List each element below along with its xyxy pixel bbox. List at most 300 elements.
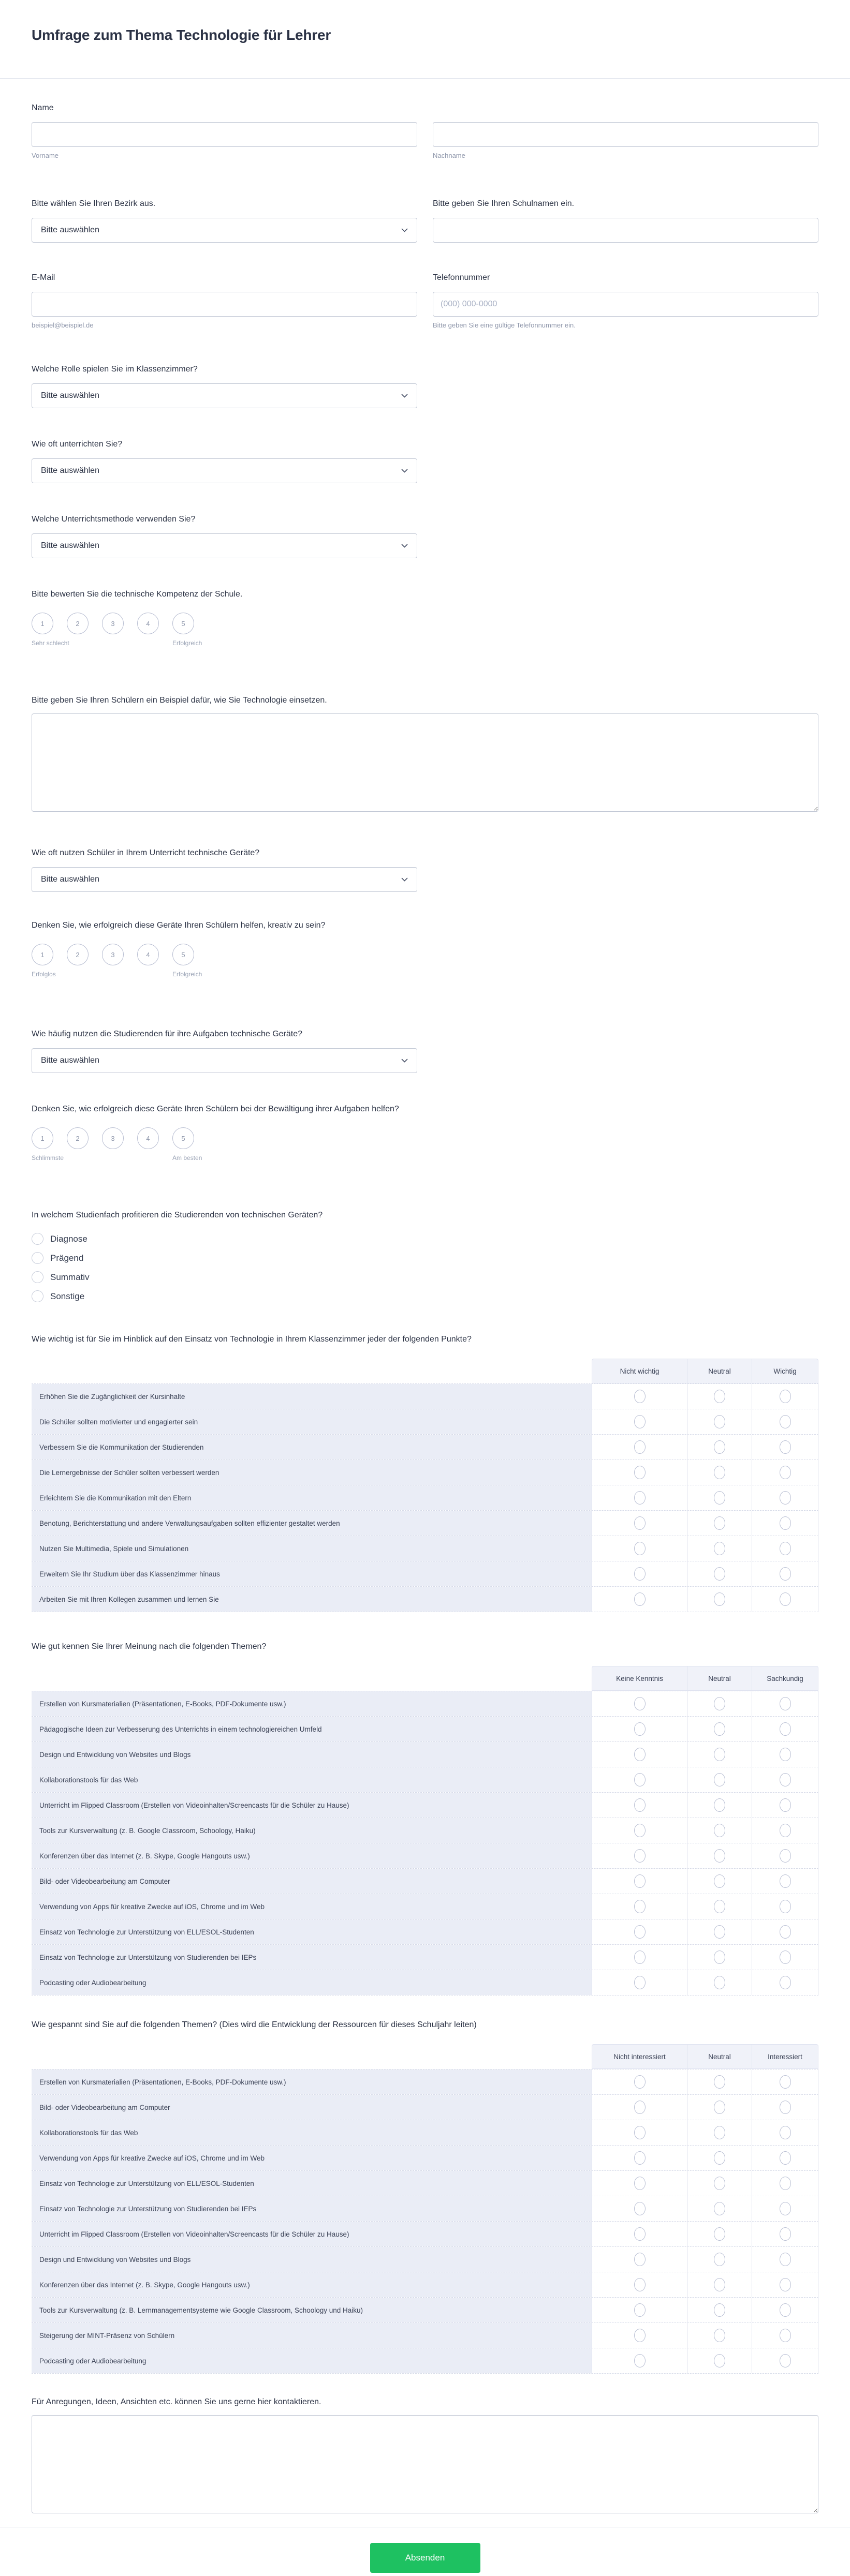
matrix-radio-cell[interactable] — [687, 1793, 752, 1818]
matrix-radio-cell[interactable] — [752, 1767, 818, 1792]
radio-button-icon[interactable] — [32, 1233, 43, 1245]
matrix-row-label: Verwendung von Apps für kreative Zwecke auf iOS, Chrome und im Web — [32, 2146, 592, 2170]
matrix-radio-cell[interactable] — [752, 1384, 818, 1409]
rating-scale — [32, 1127, 818, 1149]
matrix-radio-cell[interactable] — [687, 1843, 752, 1868]
matrix-radio-cell[interactable] — [752, 2222, 818, 2246]
radio-button-icon[interactable] — [780, 1440, 791, 1454]
matrix-radio-cell[interactable] — [592, 2196, 687, 2221]
radio-button-icon[interactable] — [780, 1415, 791, 1428]
rating-circle[interactable]: 5 — [172, 613, 194, 634]
matrix-radio-cell[interactable] — [687, 1409, 752, 1434]
matrix-radio-cell[interactable] — [687, 2298, 752, 2322]
matrix-radio-cell[interactable] — [687, 1894, 752, 1919]
matrix-radio-cell[interactable] — [592, 1384, 687, 1409]
radio-button-icon[interactable] — [780, 2101, 791, 2114]
matrix-radio-cell[interactable] — [592, 1511, 687, 1536]
matrix-row — [32, 2196, 818, 2221]
radio-button-icon[interactable] — [634, 2227, 646, 2241]
matrix-radio-cell[interactable] — [752, 1793, 818, 1818]
matrix-radio-cell[interactable] — [687, 2146, 752, 2170]
matrix-radio-cell[interactable] — [752, 2298, 818, 2322]
radio-button-icon[interactable] — [634, 1976, 646, 1989]
matrix-row-label: Unterricht im Flipped Classroom (Erstellen von Videoinhalten/Screencasts für die Schüler zu Hause) — [32, 1793, 592, 1818]
radio-button-icon[interactable] — [714, 1874, 725, 1888]
radio-button-icon[interactable] — [780, 2253, 791, 2266]
radio-button-icon[interactable] — [634, 1900, 646, 1913]
radio-button-icon[interactable] — [714, 1440, 725, 1454]
rating-circle[interactable]: 1 — [32, 1127, 53, 1149]
radio-button-icon[interactable] — [780, 2354, 791, 2367]
matrix-row-label: Pädagogische Ideen zur Verbesserung des Unterrichts in einem technologiereichen Umfeld — [32, 1717, 592, 1741]
rating-circle[interactable]: 4 — [137, 944, 159, 965]
matrix-radio-cell[interactable] — [592, 1717, 687, 1741]
radio-button-icon[interactable] — [634, 1748, 646, 1761]
matrix-radio-cell[interactable] — [592, 2171, 687, 2196]
matrix-row — [32, 1691, 818, 1716]
rating-circle[interactable]: 4 — [137, 1127, 159, 1149]
matrix-radio-cell[interactable] — [752, 1945, 818, 1970]
matrix-radio-cell[interactable] — [752, 1409, 818, 1434]
radio-option-label: Diagnose — [50, 1233, 87, 1244]
matrix-radio-cell[interactable] — [752, 1742, 818, 1767]
radio-button-icon[interactable] — [780, 2151, 791, 2165]
radio-button-icon[interactable] — [634, 1874, 646, 1888]
radio-option[interactable] — [32, 1229, 818, 1248]
radio-button-icon[interactable] — [714, 1824, 725, 1837]
radio-button-icon[interactable] — [634, 1491, 646, 1505]
matrix-radio-cell[interactable] — [592, 1460, 687, 1485]
radio-button-icon[interactable] — [714, 2303, 725, 2317]
matrix-radio-cell[interactable] — [752, 2348, 818, 2373]
unterrichtsfrequenz-select[interactable] — [32, 458, 417, 483]
matrix-radio-cell[interactable] — [752, 1536, 818, 1561]
matrix-radio-cell[interactable] — [592, 2146, 687, 2170]
radio-button-icon[interactable] — [714, 2101, 725, 2114]
schueler-geraete-select[interactable] — [32, 867, 417, 892]
rating-circle[interactable]: 2 — [67, 944, 89, 965]
email-sublabel: beispiel@beispiel.de — [32, 321, 94, 329]
radio-option[interactable] — [32, 1287, 818, 1306]
matrix-radio-cell[interactable] — [592, 1767, 687, 1792]
question-label: Wie oft nutzen Schüler in Ihrem Unterricht technische Geräte? — [32, 848, 260, 857]
radio-button-icon[interactable] — [714, 1798, 725, 1812]
matrix-radio-cell[interactable] — [752, 1511, 818, 1536]
matrix-radio-cell[interactable] — [687, 2069, 752, 2094]
matrix-radio-cell[interactable] — [687, 1767, 752, 1792]
matrix-radio-cell[interactable] — [592, 1945, 687, 1970]
matrix-table — [32, 2044, 818, 2374]
matrix-radio-cell[interactable] — [687, 2196, 752, 2221]
matrix-radio-cell[interactable] — [592, 1485, 687, 1510]
aufgaben-geraete-select[interactable] — [32, 1048, 417, 1073]
question-studienfach — [32, 1210, 818, 1306]
form-body — [0, 79, 850, 2513]
question-beispiel — [32, 695, 818, 812]
radio-button-icon[interactable] — [714, 1722, 725, 1736]
radio-button-icon[interactable] — [714, 2227, 725, 2241]
matrix-radio-cell[interactable] — [687, 2222, 752, 2246]
matrix-radio-cell[interactable] — [687, 2348, 752, 2373]
matrix-radio-cell[interactable] — [752, 2171, 818, 2196]
matrix-radio-cell[interactable] — [592, 1691, 687, 1716]
matrix-radio-cell[interactable] — [592, 2095, 687, 2120]
radio-button-icon[interactable] — [634, 1542, 646, 1555]
matrix-radio-cell[interactable] — [752, 1435, 818, 1460]
vorname-input[interactable] — [32, 122, 417, 147]
matrix-radio-cell[interactable] — [592, 1536, 687, 1561]
matrix-radio-cell[interactable] — [687, 1742, 752, 1767]
matrix-row — [32, 1510, 818, 1536]
radio-button-icon[interactable] — [780, 2126, 791, 2139]
matrix-body — [32, 1383, 818, 1612]
radio-button-icon[interactable] — [634, 1567, 646, 1581]
radio-button-icon[interactable] — [714, 2177, 725, 2190]
radio-button-icon[interactable] — [634, 2202, 646, 2215]
matrix-row — [32, 1741, 818, 1767]
matrix-question-1 — [32, 1334, 818, 1612]
matrix-column-header: Sachkundig — [752, 1666, 818, 1691]
radio-button-icon[interactable] — [780, 2329, 791, 2342]
rolle-select[interactable] — [32, 383, 417, 408]
matrix-row — [32, 1586, 818, 1612]
radio-button-icon[interactable] — [714, 2253, 725, 2266]
matrix-row — [32, 1818, 818, 1843]
question-label: Welche Rolle spielen Sie im Klassenzimmer? — [32, 365, 198, 374]
matrix-radio-cell[interactable] — [687, 1945, 752, 1970]
radio-option[interactable] — [32, 1268, 818, 1287]
matrix-radio-cell[interactable] — [592, 2222, 687, 2246]
nachname-input[interactable] — [433, 122, 818, 147]
matrix-radio-cell[interactable] — [752, 1843, 818, 1868]
matrix-radio-cell[interactable] — [687, 1435, 752, 1460]
radio-button-icon[interactable] — [714, 2075, 725, 2089]
chevron-down-icon — [401, 877, 408, 882]
matrix-radio-cell[interactable] — [752, 2323, 818, 2348]
matrix-row — [32, 2297, 818, 2322]
radio-button-icon[interactable] — [634, 2101, 646, 2114]
radio-button-icon[interactable] — [714, 1925, 725, 1939]
matrix-radio-cell[interactable] — [752, 1970, 818, 1995]
matrix-radio-cell[interactable] — [687, 1818, 752, 1843]
matrix-radio-cell[interactable] — [687, 1869, 752, 1894]
radio-button-icon[interactable] — [780, 1950, 791, 1964]
radio-button-icon[interactable] — [780, 1697, 791, 1710]
radio-button-icon[interactable] — [714, 1542, 725, 1555]
email-input[interactable] — [32, 292, 417, 317]
matrix-radio-cell[interactable] — [687, 2272, 752, 2297]
telefon-input[interactable] — [433, 292, 818, 317]
select-value: Bitte auswählen — [41, 541, 99, 550]
matrix-radio-cell[interactable] — [592, 1843, 687, 1868]
matrix-radio-cell[interactable] — [687, 1460, 752, 1485]
radio-button-icon[interactable] — [714, 1567, 725, 1581]
radio-button-icon[interactable] — [714, 2126, 725, 2139]
matrix-radio-cell[interactable] — [592, 1894, 687, 1919]
radio-button-icon[interactable] — [714, 2354, 725, 2367]
matrix-radio-cell[interactable] — [592, 1793, 687, 1818]
radio-button-icon[interactable] — [780, 1390, 791, 1403]
radio-button-icon[interactable] — [780, 1542, 791, 1555]
matrix-radio-cell[interactable] — [687, 1970, 752, 1995]
radio-button-icon[interactable] — [634, 1925, 646, 1939]
matrix-radio-cell[interactable] — [687, 1919, 752, 1944]
matrix-row — [32, 2348, 818, 2373]
radio-button-icon[interactable] — [634, 2303, 646, 2317]
question-label: In welchem Studienfach profitieren die Studierenden von technischen Geräten? — [32, 1211, 323, 1219]
matrix-radio-cell[interactable] — [592, 1409, 687, 1434]
radio-button-icon[interactable] — [714, 1697, 725, 1710]
matrix-row-label: Bild- oder Videobearbeitung am Computer — [32, 2095, 592, 2120]
radio-button-icon[interactable] — [634, 1950, 646, 1964]
matrix-radio-cell[interactable] — [752, 1587, 818, 1612]
rating-circle[interactable]: 5 — [172, 1127, 194, 1149]
radio-button-icon[interactable] — [714, 1390, 725, 1403]
matrix-radio-cell[interactable] — [687, 2171, 752, 2196]
radio-button-icon[interactable] — [780, 1849, 791, 1863]
radio-button-icon[interactable] — [714, 1466, 725, 1479]
submit-button[interactable]: Absenden — [370, 2543, 480, 2573]
matrix-radio-cell[interactable] — [592, 2348, 687, 2373]
matrix-header-spacer — [32, 2044, 592, 2069]
radio-button-icon[interactable] — [634, 2253, 646, 2266]
matrix-radio-cell[interactable] — [592, 1919, 687, 1944]
methode-select[interactable] — [32, 533, 417, 558]
radio-button-icon[interactable] — [780, 2075, 791, 2089]
matrix-row — [32, 1383, 818, 1409]
radio-button-icon[interactable] — [714, 1491, 725, 1505]
radio-button-icon[interactable] — [714, 1849, 725, 1863]
radio-button-icon[interactable] — [634, 2177, 646, 2190]
radio-button-icon[interactable] — [780, 1773, 791, 1786]
radio-button-icon[interactable] — [634, 1798, 646, 1812]
matrix-radio-cell[interactable] — [687, 1384, 752, 1409]
matrix-radio-cell[interactable] — [752, 2272, 818, 2297]
matrix-radio-cell[interactable] — [592, 1869, 687, 1894]
radio-button-icon[interactable] — [780, 1567, 791, 1581]
matrix-radio-cell[interactable] — [752, 1919, 818, 1944]
matrix-row — [32, 1716, 818, 1741]
matrix-radio-cell[interactable] — [592, 2120, 687, 2145]
matrix-radio-cell[interactable] — [752, 2069, 818, 2094]
question-aufgaben-geraete — [32, 1029, 818, 1073]
radio-button-icon[interactable] — [780, 1491, 791, 1505]
matrix-radio-cell[interactable] — [752, 2247, 818, 2272]
radio-button-icon[interactable] — [780, 1592, 791, 1606]
matrix-row-label: Erleichtern Sie die Kommunikation mit den Eltern — [32, 1485, 592, 1510]
rating-high-label: Am besten — [172, 1154, 202, 1162]
matrix-radio-cell[interactable] — [687, 1717, 752, 1741]
matrix-radio-cell[interactable] — [687, 2247, 752, 2272]
rating-circle[interactable]: 1 — [32, 613, 53, 634]
radio-button-icon[interactable] — [780, 1722, 791, 1736]
matrix-row — [32, 2069, 818, 2094]
matrix-row-label: Einsatz von Technologie zur Unterstützung von Studierenden bei IEPs — [32, 1945, 592, 1970]
matrix-radio-cell[interactable] — [592, 1742, 687, 1767]
rating-circle[interactable]: 3 — [102, 1127, 124, 1149]
radio-button-icon[interactable] — [634, 1415, 646, 1428]
radio-button-icon[interactable] — [714, 1415, 725, 1428]
matrix-radio-cell[interactable] — [687, 1561, 752, 1586]
matrix-radio-cell[interactable] — [752, 2095, 818, 2120]
question-methode — [32, 514, 818, 558]
radio-button-icon[interactable] — [780, 2202, 791, 2215]
rating-circle[interactable]: 2 — [67, 613, 89, 634]
kontakt-textarea[interactable] — [32, 2415, 818, 2513]
radio-button-icon[interactable] — [714, 2202, 725, 2215]
matrix-radio-cell[interactable] — [592, 2298, 687, 2322]
radio-button-icon[interactable] — [780, 2278, 791, 2291]
radio-button-icon[interactable] — [780, 1516, 791, 1530]
rating-circle[interactable]: 1 — [32, 944, 53, 965]
radio-button-icon[interactable] — [634, 1390, 646, 1403]
radio-button-icon[interactable] — [714, 1592, 725, 1606]
radio-button-icon[interactable] — [32, 1271, 43, 1283]
radio-button-icon[interactable] — [780, 1925, 791, 1939]
matrix-row — [32, 2120, 818, 2145]
matrix-row — [32, 1536, 818, 1561]
radio-button-icon[interactable] — [634, 2329, 646, 2342]
question-label: Für Anregungen, Ideen, Ansichten etc. können Sie uns gerne hier kontaktieren. — [32, 2398, 321, 2406]
rating-circle[interactable]: 5 — [172, 944, 194, 965]
radio-button-icon[interactable] — [714, 1516, 725, 1530]
radio-button-icon[interactable] — [634, 1722, 646, 1736]
matrix-radio-cell[interactable] — [687, 1485, 752, 1510]
radio-button-icon[interactable] — [634, 1697, 646, 1710]
matrix-row-label: Podcasting oder Audiobearbeitung — [32, 1970, 592, 1995]
matrix-radio-cell[interactable] — [687, 1536, 752, 1561]
schulname-input[interactable] — [433, 218, 818, 243]
bezirk-select[interactable] — [32, 218, 417, 243]
radio-button-icon[interactable] — [634, 1592, 646, 1606]
radio-button-icon[interactable] — [714, 1900, 725, 1913]
matrix-radio-cell[interactable] — [752, 1691, 818, 1716]
question-label: Bitte wählen Sie Ihren Bezirk aus. — [32, 199, 156, 208]
rating-scale-labels — [32, 1154, 818, 1163]
radio-button-icon[interactable] — [634, 2075, 646, 2089]
rating-circle[interactable]: 3 — [102, 613, 124, 634]
radio-button-icon[interactable] — [634, 2151, 646, 2165]
radio-button-icon[interactable] — [32, 1252, 43, 1264]
question-label: Welche Unterrichtsmethode verwenden Sie? — [32, 515, 196, 524]
matrix-radio-cell[interactable] — [752, 1818, 818, 1843]
radio-button-icon[interactable] — [780, 2303, 791, 2317]
radio-button-icon[interactable] — [780, 2227, 791, 2241]
question-label: Denken Sie, wie erfolgreich diese Geräte Ihren Schülern helfen, kreativ zu sein? — [32, 921, 326, 930]
question-label: Bitte bewerten Sie die technische Kompetenz der Schule. — [32, 590, 243, 599]
matrix-radio-cell[interactable] — [687, 2323, 752, 2348]
radio-button-icon[interactable] — [32, 1290, 43, 1302]
matrix-radio-cell[interactable] — [752, 1717, 818, 1741]
matrix-radio-cell[interactable] — [592, 1818, 687, 1843]
matrix-row-label: Die Schüler sollten motivierter und engagierter sein — [32, 1409, 592, 1434]
matrix-row — [32, 2322, 818, 2348]
radio-button-icon[interactable] — [714, 2329, 725, 2342]
rating-low-label: Schlimmste — [32, 1154, 64, 1162]
radio-button-icon[interactable] — [714, 1773, 725, 1786]
radio-button-icon[interactable] — [780, 1798, 791, 1812]
matrix-radio-cell[interactable] — [752, 2120, 818, 2145]
radio-button-icon[interactable] — [780, 1466, 791, 1479]
question-rolle — [32, 364, 818, 408]
matrix-radio-cell[interactable] — [687, 1587, 752, 1612]
question-label: Telefonnummer — [433, 273, 490, 282]
matrix-radio-cell[interactable] — [592, 1561, 687, 1586]
matrix-radio-cell[interactable] — [592, 2247, 687, 2272]
radio-button-icon[interactable] — [634, 2354, 646, 2367]
radio-button-icon[interactable] — [714, 2278, 725, 2291]
matrix-row-label: Design und Entwicklung von Websites und Blogs — [32, 2247, 592, 2272]
radio-button-icon[interactable] — [634, 1849, 646, 1863]
matrix-radio-cell[interactable] — [592, 2069, 687, 2094]
radio-button-icon[interactable] — [634, 1773, 646, 1786]
matrix-radio-cell[interactable] — [592, 1435, 687, 1460]
rating-circle[interactable]: 2 — [67, 1127, 89, 1149]
radio-button-icon[interactable] — [634, 2278, 646, 2291]
rating-circle[interactable]: 4 — [137, 613, 159, 634]
radio-button-icon[interactable] — [780, 1976, 791, 1989]
radio-option-label: Prägend — [50, 1253, 84, 1263]
matrix-row-label: Die Lernergebnisse der Schüler sollten verbessert werden — [32, 1460, 592, 1485]
beispiel-textarea[interactable] — [32, 713, 818, 812]
matrix-radio-cell[interactable] — [752, 1460, 818, 1485]
radio-button-icon[interactable] — [780, 1748, 791, 1761]
page-title: Umfrage zum Thema Technologie für Lehrer — [32, 27, 331, 43]
radio-button-icon[interactable] — [714, 1950, 725, 1964]
radio-button-icon[interactable] — [634, 1440, 646, 1454]
question-name — [32, 102, 818, 160]
matrix-radio-cell[interactable] — [592, 1587, 687, 1612]
radio-button-icon[interactable] — [634, 2126, 646, 2139]
radio-button-icon[interactable] — [780, 1874, 791, 1888]
radio-button-icon[interactable] — [714, 1976, 725, 1989]
radio-button-icon[interactable] — [634, 1466, 646, 1479]
matrix-row — [32, 1868, 818, 1894]
radio-option[interactable] — [32, 1248, 818, 1268]
matrix-column-header: Neutral — [687, 2044, 752, 2069]
matrix-radio-cell[interactable] — [752, 1485, 818, 1510]
matrix-column-header: Wichtig — [752, 1359, 818, 1383]
radio-button-icon[interactable] — [714, 1748, 725, 1761]
radio-button-icon[interactable] — [780, 2177, 791, 2190]
matrix-radio-cell[interactable] — [687, 2095, 752, 2120]
rating-high-label: Erfolgreich — [172, 971, 202, 978]
matrix-radio-cell[interactable] — [687, 1691, 752, 1716]
rating-circle[interactable]: 3 — [102, 944, 124, 965]
matrix-table — [32, 1666, 818, 1996]
matrix-radio-cell[interactable] — [752, 2196, 818, 2221]
matrix-header-spacer — [32, 1359, 592, 1383]
matrix-body — [32, 2069, 818, 2374]
matrix-radio-cell[interactable] — [592, 2272, 687, 2297]
matrix-radio-cell[interactable] — [752, 1561, 818, 1586]
radio-button-icon[interactable] — [780, 1824, 791, 1837]
radio-button-icon[interactable] — [780, 1900, 791, 1913]
matrix-radio-cell[interactable] — [687, 2120, 752, 2145]
question-kreativ-rating — [32, 920, 818, 979]
matrix-radio-cell[interactable] — [752, 1894, 818, 1919]
radio-button-icon[interactable] — [634, 1516, 646, 1530]
matrix-radio-cell[interactable] — [752, 1869, 818, 1894]
radio-button-icon[interactable] — [634, 1824, 646, 1837]
matrix-row-label: Podcasting oder Audiobearbeitung — [32, 2348, 592, 2373]
matrix-radio-cell[interactable] — [687, 1511, 752, 1536]
matrix-radio-cell[interactable] — [752, 2146, 818, 2170]
matrix-radio-cell[interactable] — [592, 1970, 687, 1995]
matrix-row — [32, 1970, 818, 1995]
matrix-radio-cell[interactable] — [592, 2323, 687, 2348]
radio-button-icon[interactable] — [714, 2151, 725, 2165]
